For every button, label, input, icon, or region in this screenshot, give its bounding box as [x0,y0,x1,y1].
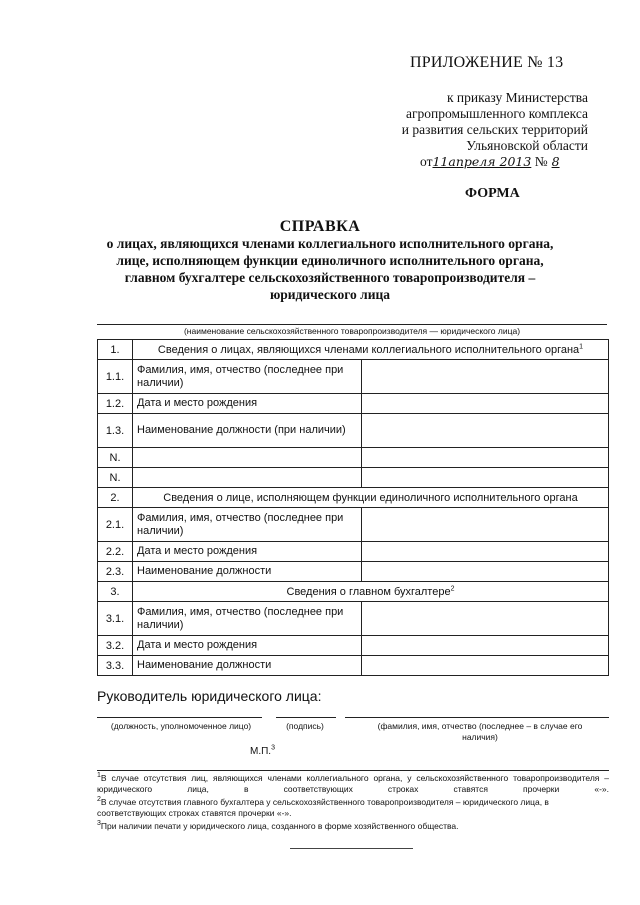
full-name-caption: (фамилия, имя, отчество (последнее – в случае его наличия) [377,721,583,742]
bottom-divider [290,848,413,849]
section-number: 3. [98,582,133,602]
handwritten-date: 11апреля 2013 [432,154,532,169]
order-line: и развития сельских территорий [401,122,588,137]
footnote-mark: 2 [450,584,455,592]
row-number: 3.3. [98,656,133,676]
organization-name-field[interactable] [97,324,607,325]
date-prefix: от [420,154,433,169]
footnote-separator [97,770,609,771]
footnote-mark: 2 [97,796,101,804]
section-title: Сведения о лицах, являющихся членами коллегиального исполнительного органа$^1$ [133,340,609,360]
table-row [98,414,609,448]
table-row [98,542,609,562]
table-row [98,602,609,636]
document-subtitle-line: юридического лица [269,287,391,302]
value-cell[interactable] [362,508,609,542]
document-subtitle-line: лице, исполняющем функции единоличного исполнительного органа, [116,253,544,268]
row-label: Фамилия, имя, отчество (последнее при наличии) [133,508,362,542]
organization-name-caption: (наименование сельскохозяйственного товаропроизводителя — юридического лица) [183,326,521,336]
row-number: 1.3. [98,414,133,448]
row-label[interactable] [133,448,362,468]
table-row [98,448,609,468]
position-caption: (должность, уполномоченное лицо) [110,721,252,731]
section-header-row [98,488,609,508]
value-cell[interactable] [362,360,609,394]
head-of-entity-label: Руководитель юридического лица: [97,688,322,704]
row-label: Дата и место рождения [133,394,362,414]
value-cell[interactable] [362,414,609,448]
row-label: Дата и место рождения [133,636,362,656]
order-line: Ульяновской области [466,138,588,153]
row-number: 3.1. [98,602,133,636]
value-cell[interactable] [362,602,609,636]
table-row [98,508,609,542]
value-cell[interactable] [362,394,609,414]
footnote-mark: 3 [271,744,275,752]
row-label: Дата и место рождения [133,542,362,562]
row-label: Фамилия, имя, отчество (последнее при наличии) [133,360,362,394]
table-row [98,394,609,414]
row-number: 2.1. [98,508,133,542]
signature-field[interactable] [276,717,336,718]
value-cell[interactable] [362,656,609,676]
row-label: Наименование должности (при наличии) [133,414,362,448]
full-name-field[interactable] [345,717,609,718]
footnote-1: $^1$В случае отсутствия лиц, являющихся членами коллегиального органа, у сельскохозяйственного товаропроизводителя – юридического лица, в соответствующих строках ставятся прочерки «-». [97,772,609,794]
table-row [98,360,609,394]
row-number: N. [98,468,133,488]
document-subtitle-line: о лицах, являющихся членами коллегиального исполнительного органа, [106,236,554,251]
value-cell[interactable] [362,542,609,562]
footnote-mark: 1 [579,342,584,350]
order-line: агропромышленного комплекса [406,106,588,121]
value-cell[interactable] [362,562,609,582]
table-row [98,656,609,676]
footnote-2: $^2$В случае отсутствия главного бухгалтера у сельскохозяйственного товаропроизводителя – юридического лица, в соответствующих строках ставятся прочерки «-». [97,796,549,818]
section-number: 2. [98,488,133,508]
signature-caption: (подпись) [286,721,324,731]
value-cell[interactable] [362,448,609,468]
value-cell[interactable] [362,468,609,488]
row-number: 1.2. [98,394,133,414]
document-title: СПРАВКА [279,218,361,235]
section-title: Сведения о лице, исполняющем функции единоличного исполнительного органа [133,488,609,508]
table-row [98,562,609,582]
document-subtitle-line: главном бухгалтере сельскохозяйственного товаропроизводителя – [124,270,536,285]
table-row [98,468,609,488]
row-number: 1.1. [98,360,133,394]
row-label: Наименование должности [133,656,362,676]
footnote-mark: 3 [97,820,101,828]
section-title: Сведения о главном бухгалтере$^2$ [133,582,609,602]
stamp-placeholder: М.П.$^3$ [250,744,275,757]
order-line: к приказу Министерства [446,90,588,105]
row-label: Фамилия, имя, отчество (последнее при наличии) [133,602,362,636]
position-field[interactable] [97,717,262,718]
row-label[interactable] [133,468,362,488]
row-number: N. [98,448,133,468]
row-number: 2.2. [98,542,133,562]
order-date-line [420,154,574,170]
section-header-row [98,582,609,602]
handwritten-number: 8 [551,154,560,169]
row-label: Наименование должности [133,562,362,582]
number-prefix: № [534,154,548,169]
form-label: ФОРМА [465,186,520,201]
info-table [97,339,609,676]
appendix-title: ПРИЛОЖЕНИЕ № 13 [410,54,564,71]
footnote-3: $^3$При наличии печати у юридического лица, созданного в форме хозяйственного общества. [97,820,459,831]
footnote-mark: 1 [97,772,101,780]
row-number: 3.2. [98,636,133,656]
table-row [98,636,609,656]
row-number: 2.3. [98,562,133,582]
section-number: 1. [98,340,133,360]
value-cell[interactable] [362,636,609,656]
section-header-row [98,340,609,360]
